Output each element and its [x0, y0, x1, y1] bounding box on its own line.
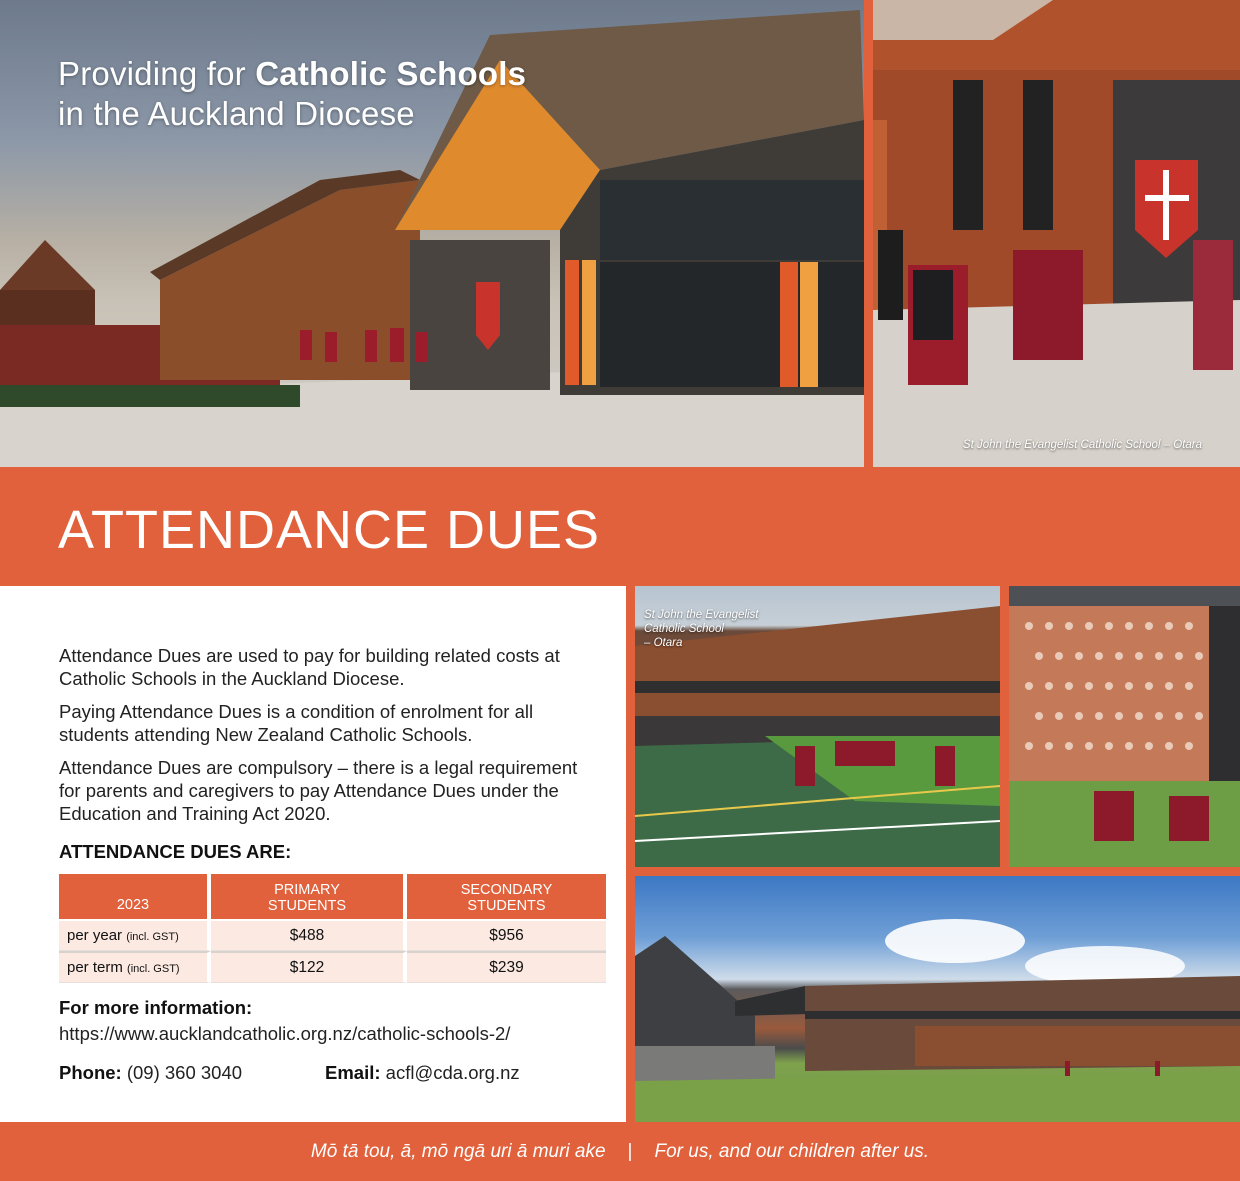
row-label-per-term	[59, 951, 211, 983]
email-address[interactable]: acfl@cda.org.nz	[380, 1062, 520, 1083]
contact-phone[interactable]	[59, 1062, 242, 1084]
header-primary	[211, 874, 407, 919]
dues-heading: ATTENDANCE DUES ARE:	[59, 841, 292, 862]
secondary-per-term-value: $239	[407, 951, 606, 983]
students-walking-illustration	[873, 0, 1240, 467]
more-info-heading: For more information:	[59, 997, 253, 1018]
footer-maori-text: Mō tā tou, ā, mō ngā uri ā muri ake	[310, 1140, 606, 1162]
table-header-row	[59, 874, 606, 919]
hero-photo-students-walking	[873, 0, 1240, 467]
school-exterior-illustration	[635, 876, 1240, 1122]
row-label-per-year	[59, 919, 211, 951]
photo-screen-wall	[1009, 586, 1240, 867]
paragraph-compulsory: Attendance Dues are compulsory – there is a legal requirement for parents and caregivers to pay Attendance Dues under the Education and Training Act 2020.	[59, 757, 578, 824]
row-label-note: (incl. GST)	[127, 963, 180, 975]
more-info-link[interactable]: https://www.aucklandcatholic.org.nz/catholic-schools-2/	[59, 1023, 511, 1044]
row-label-note: (incl. GST)	[126, 931, 179, 943]
phone-label: Phone:	[59, 1062, 122, 1083]
footer-english-text: For us, and our children after us.	[654, 1140, 930, 1162]
hero-title-regular: Providing for	[58, 55, 256, 92]
phone-number[interactable]: (09) 360 3040	[121, 1062, 243, 1083]
hero-title-bold: Catholic Schools	[255, 55, 527, 92]
hero-photo-school-entrance	[0, 0, 864, 467]
photo-courtyard-caption	[644, 608, 784, 650]
contact-email[interactable]	[325, 1062, 520, 1084]
primary-per-term-value: $122	[211, 951, 407, 983]
dues-table	[59, 874, 606, 983]
caption-line-3: – Otara	[644, 637, 683, 649]
header-secondary	[407, 874, 606, 919]
table-row	[59, 919, 606, 951]
footer-motto	[0, 1122, 1240, 1181]
table-row	[59, 951, 606, 983]
caption-line-2: Catholic School	[644, 623, 724, 635]
hero-title-line-1	[58, 54, 526, 94]
header-secondary-line-1: SECONDARY	[460, 882, 553, 898]
paragraph-condition: Paying Attendance Dues is a condition of enrolment for all students attending New Zealand Catholic Schools.	[59, 701, 534, 745]
banner	[0, 467, 1240, 586]
hero-title-line-2: in the Auckland Diocese	[58, 95, 415, 132]
caption-line-1: St John the Evangelist	[644, 609, 759, 621]
photo-school-exterior	[635, 876, 1240, 1122]
secondary-per-year-value: $956	[407, 919, 606, 951]
row-label-text: per year	[67, 927, 123, 944]
page-title: ATTENDANCE DUES	[58, 500, 601, 560]
primary-per-year-value: $488	[211, 919, 407, 951]
header-year-text: 2023	[116, 897, 150, 913]
intro-paragraphs	[59, 644, 579, 835]
header-year	[59, 874, 211, 919]
header-primary-line-2: STUDENTS	[267, 898, 347, 914]
row-label-text: per term	[67, 959, 123, 976]
hero-title	[58, 54, 526, 134]
side-photo-caption: St John the Evangelist Catholic School – Otara	[962, 439, 1202, 451]
paragraph-purpose: Attendance Dues are used to pay for building related costs at Catholic Schools in the Auckland Diocese.	[59, 645, 560, 689]
email-label: Email:	[325, 1062, 381, 1083]
screen-wall-illustration	[1009, 586, 1240, 867]
footer-separator: |	[627, 1140, 633, 1162]
header-primary-line-1: PRIMARY	[274, 882, 340, 898]
header-secondary-line-2: STUDENTS	[467, 898, 546, 914]
text-panel	[0, 586, 626, 1122]
